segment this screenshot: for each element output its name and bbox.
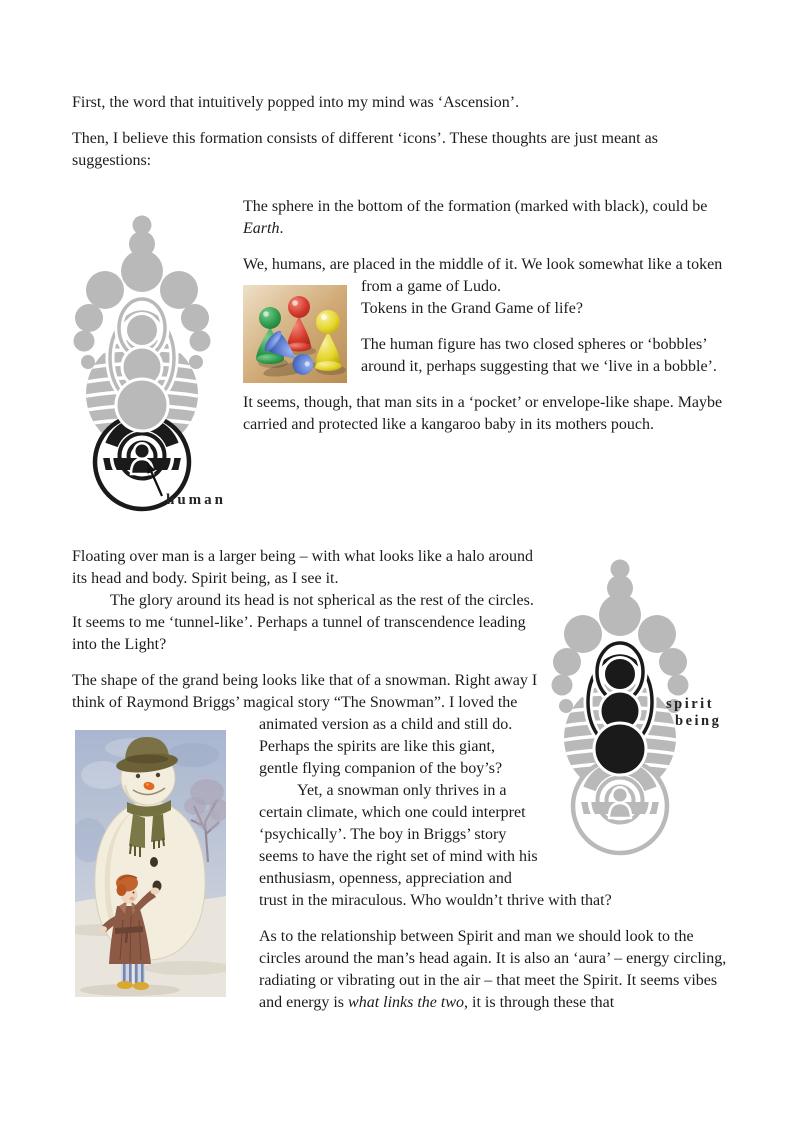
ludo-text-part3: Tokens in the Grand Game of life? xyxy=(361,300,583,317)
paragraph-glory: The glory around its head is not spherical as the rest of the circles. It seems to me ‘tunnel-like’. Perhaps a tunnel of transcendence leading into the Light? xyxy=(72,592,534,653)
earth-text-pre: The sphere in the bottom of the formation (marked with black), could be xyxy=(243,198,708,215)
section-human xyxy=(72,196,728,508)
earth-text-post: . xyxy=(279,220,284,237)
crop-circle-diagram-spirit xyxy=(538,552,728,867)
paragraph-pocket: It seems, though, that man sits in a ‘pocket’ or envelope-like shape. Maybe carried and protected like a kangaroo baby in its mothers pouch. xyxy=(243,394,723,433)
snowman-illustration xyxy=(75,730,226,997)
snowman-text-part1: The shape of the grand being looks like that of a snowman. Right away I think of Raymond Briggs’ magical story “The Snowman”. I xyxy=(72,672,538,711)
diagram-label-spirit-line1: spirit xyxy=(666,696,715,712)
ludo-tokens-image xyxy=(243,285,347,383)
ludo-text-part1: We, humans, are placed in the middle of it. We look somewhat like a xyxy=(243,256,687,273)
section-spirit xyxy=(72,526,728,1014)
closing-text-italic: what links the two xyxy=(348,994,465,1011)
closing-text-pre: As to the relationship between Spirit and man we should look to the circles around the man’s head again. It is also an ‘aura’ – energy circling, radiating or vibrating out in the air – that meet the Spirit. It seems vibes and energy is xyxy=(259,928,727,1011)
paragraph-climate: Yet, a snowman only thrives in a certain climate, which one could interpret ‘psychically’. The boy in Briggs’ story seems to have the right set of mind with his enthusiasm, openness, appreciation and trust in the miraculous. Who wouldn’t thrive with that? xyxy=(259,782,612,909)
diagram-label-human: human xyxy=(166,492,227,508)
crop-circle-diagram-human xyxy=(72,208,243,518)
paragraph-floating: Floating over man is a larger being – with what looks like a halo around its head and body. Spirit being, as I see it. xyxy=(72,548,533,587)
earth-text-italic: Earth xyxy=(243,220,280,237)
closing-text-post: , it is through these that xyxy=(464,994,615,1011)
paragraph-ascension: First, the word that intuitively popped into my mind was ‘Ascension’. xyxy=(72,94,520,111)
diagram-label-spirit-line2: being xyxy=(675,713,722,729)
ludo-text-part2: token from a game of Ludo. xyxy=(361,256,723,295)
paragraph-bobbles: The human figure has two closed spheres or ‘bobbles’ around it, perhaps suggesting that we ‘live in a bobble’. xyxy=(361,336,717,375)
snowman-text-part2: loved the animated version as a child and still do. Perhaps the spirits are like this giant, gentle flying companion of the boy’s? xyxy=(259,694,518,777)
paragraph-icons: Then, I believe this formation consists of different ‘icons’. These thoughts are just meant as suggestions: xyxy=(72,130,658,169)
